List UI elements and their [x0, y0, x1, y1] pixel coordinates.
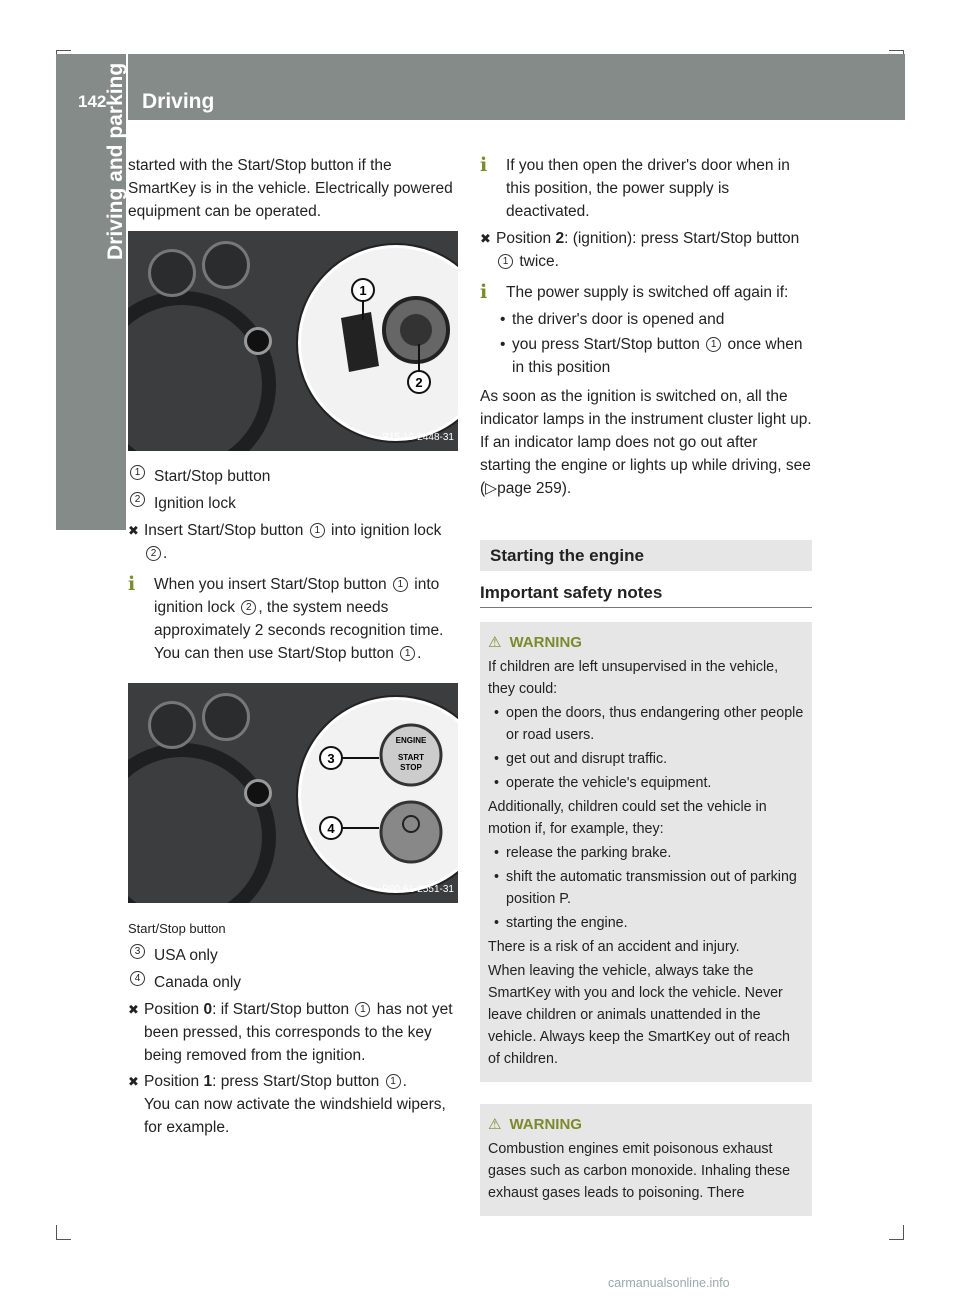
gauge-shape [202, 693, 250, 741]
legend-text: USA only [154, 947, 218, 964]
sidebar-section-title: Driving and parking [104, 62, 127, 260]
instruction-step: ✖ Position 2: (ignition): press Start/Stop button 1 twice. [480, 227, 812, 273]
info-note: i The power supply is switched off again if: [480, 281, 789, 303]
list-item: • you press Start/Stop button 1 once when in this position [500, 336, 803, 376]
callout-3: 3 [327, 751, 335, 766]
list-item: • get out and disrupt traffic. [494, 751, 668, 767]
left-column [128, 154, 460, 1142]
ignition-knob-shape [244, 327, 272, 355]
steering-wheel-shape [128, 743, 276, 903]
subsection-heading: Important safety notes [480, 581, 812, 608]
callout-4: 4 [327, 821, 335, 836]
figure-start-stop-button [128, 683, 458, 903]
list-item: • open the doors, thus endangering other people or road users. [494, 705, 804, 743]
page-title: Driving [142, 90, 215, 113]
list-item: • the driver's door is opened and [500, 311, 725, 328]
page-ref-arrow-icon: ▷ [485, 480, 498, 497]
legend-item [128, 944, 460, 967]
legend-number: 3 [130, 944, 145, 959]
info-icon: i [480, 281, 488, 303]
zoom-lens [298, 697, 458, 893]
figure-reference: P15.10-2448-31 [382, 432, 454, 443]
page-number: 142 [78, 92, 107, 111]
gauge-shape [202, 241, 250, 289]
info-icon: i [128, 573, 136, 595]
zoom-lens [298, 245, 458, 441]
callout-1: 1 [359, 283, 367, 298]
legend-item [128, 971, 460, 994]
instruction-step: ✖ Insert Start/Stop button 1 into ignition lock 2 . [128, 519, 460, 565]
zoom-illustration [301, 248, 458, 438]
legend-item [128, 465, 460, 488]
arrow-icon: ✖ [128, 1074, 139, 1089]
legend-number: 1 [130, 465, 145, 480]
page-header [56, 54, 905, 120]
list-item: • shift the automatic transmission out of parking position P. [494, 869, 797, 907]
crop-mark-bottom-right [889, 1225, 904, 1240]
legend-item [128, 492, 460, 515]
instruction-step: ✖ Position 0: if Start/Stop button 1 has not yet been pressed, this corresponds to the key being removed from the ignition. [128, 998, 460, 1067]
arrow-icon: ✖ [480, 231, 491, 246]
start-button-shape [244, 779, 272, 807]
right-column [480, 154, 812, 1234]
intro-paragraph: started with the Start/Stop button if the SmartKey is in the vehicle. Electrically powered equipment can be operated. [128, 157, 453, 220]
warning-box: ⚠ WARNING If children are left unsupervised in the vehicle, they could: • open the doors, thus endangering other people or road users. • get out and disrupt traffic. • operate the vehicle's equipment. Additionally, children could set the vehicle in motion if, for example, they: • release the parking brake. • shift the automatic transmission out of parking position P. • starting the engine. There is a risk of an accident and injury. When leaving the vehicle, always take the SmartKey with you and lock the vehicle. Never leave children or animals unattended in the vehicle. Always keep the SmartKey out of reach of children. [480, 622, 812, 1082]
engine-label: ENGINE [395, 736, 427, 745]
warning-title: ⚠ WARNING [488, 1114, 804, 1136]
list-item: • release the parking brake. [494, 845, 672, 861]
legend-text: Start/Stop button [154, 468, 271, 485]
crop-mark-bottom-left [56, 1225, 71, 1240]
legend-text: Canada only [154, 974, 242, 991]
warning-icon: ⚠ [488, 1116, 502, 1133]
warning-icon: ⚠ [488, 634, 502, 651]
zoom-illustration [301, 700, 458, 890]
legend-number: 2 [130, 492, 145, 507]
list-item: • operate the vehicle's equipment. [494, 775, 712, 791]
section-heading: Starting the engine [480, 540, 812, 571]
figure-ignition-lock [128, 231, 458, 451]
gauge-shape [148, 701, 196, 749]
warning-box: ⚠ WARNING Combustion engines emit poisonous exhaust gases such as carbon monoxide. Inhaling these exhaust gases leads to poisoning. There [480, 1104, 812, 1216]
info-icon: i [480, 154, 488, 176]
start-label: START [397, 753, 425, 762]
arrow-icon: ✖ [128, 523, 139, 538]
warning-title: ⚠ WARNING [488, 632, 804, 654]
callout-2: 2 [415, 375, 423, 390]
instruction-step: ✖ Position 1: press Start/Stop button 1 . You can now activate the windshield wipers, for example. [128, 1070, 460, 1139]
figure-reference: P80.61-2551-31 [382, 884, 454, 895]
list-item: • starting the engine. [494, 915, 628, 931]
legend-text: Ignition lock [154, 495, 236, 512]
legend-number: 4 [130, 971, 145, 986]
watermark: carmanualsonline.info [608, 1276, 730, 1290]
figure-caption: Start/Stop button [128, 921, 226, 936]
stop-label: STOP [400, 763, 422, 772]
info-note: i If you then open the driver's door when in this position, the power supply is deactivated. [480, 154, 790, 220]
info-note: i When you insert Start/Stop button 1 into ignition lock 2 , the system needs approximately 2 seconds recognition time. You can then use Start/Stop button 1 . [128, 573, 444, 662]
body-paragraph: As soon as the ignition is switched on, all the indicator lamps in the instrument cluster light up. If an indicator lamp does not go out after starting the engine or lights up while driving, see (▷page 259). [480, 388, 812, 497]
steering-wheel-shape [128, 291, 276, 451]
gauge-shape [148, 249, 196, 297]
arrow-icon: ✖ [128, 1002, 139, 1017]
